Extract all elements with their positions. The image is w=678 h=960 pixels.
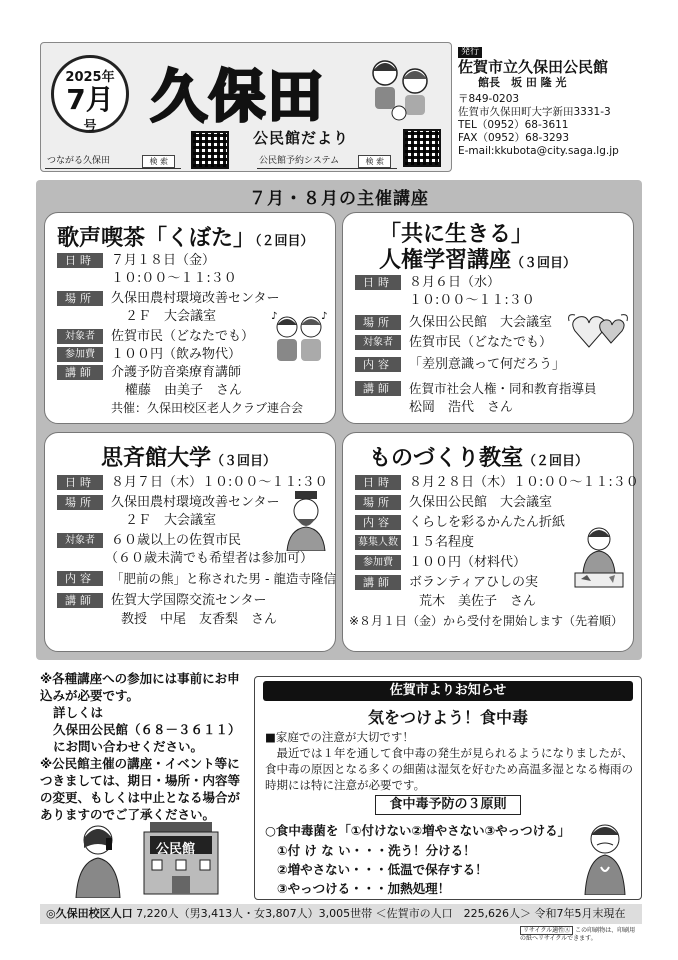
event-place-room: ２Ｆ 大会議室 <box>125 309 217 324</box>
label-lecturer: 講師 <box>355 575 401 590</box>
event-lecturer-name: 松岡 浩代 さん <box>409 400 514 415</box>
newsletter-title: 久保田 <box>151 65 325 130</box>
event-place: 久保田農村環境改善センター <box>111 291 280 306</box>
events-section-title: ７月・８月の主催講座 <box>249 189 429 209</box>
event-lecturer-title: 佐賀大学国際交流センター <box>111 593 267 608</box>
event-cohost: 共催：久保田校区老人クラブ連合会 <box>111 401 304 415</box>
event-time: １０:００～１１:３０ <box>111 271 237 286</box>
event-card-shiseikan <box>44 432 336 652</box>
issue-month: 7月 <box>66 83 114 116</box>
winged-hearts-icon <box>567 307 629 353</box>
label-place: 場所 <box>355 315 401 330</box>
event-lecturer-name: 權藤 由美子 さん <box>125 383 243 398</box>
search-button[interactable]: 検 索 <box>358 155 391 168</box>
label-target: 対象者 <box>355 335 401 350</box>
event-place: 久保田農村環境改善センター <box>111 495 280 510</box>
event-title-text: 人権学習講座 <box>379 248 512 273</box>
search-bar-label: 公民館予約システム <box>259 156 340 166</box>
label-place: 場所 <box>355 495 401 510</box>
population-footer <box>40 904 642 924</box>
publisher-email[interactable]: E-mail:kkubota@city.saga.lg.jp <box>458 145 619 157</box>
event-card-jinken <box>342 212 634 424</box>
rule-3: ③やっつける・・・加熱処理！ <box>277 881 451 896</box>
city-notice <box>254 676 642 900</box>
event-title-text: 思斉館大学 <box>101 446 212 471</box>
event-lecturer-name: 教授 中尾 友香梨 さん <box>121 612 278 627</box>
event-count: （３回目） <box>511 256 577 271</box>
event-content: 「差別意識って何だろう」 <box>409 357 566 372</box>
note-application: ※各種講座への参加には事前にお申込みが必要です。 <box>40 671 240 703</box>
notice-body <box>265 729 637 793</box>
label-date: 日時 <box>355 475 401 490</box>
label-place: 場所 <box>57 495 103 510</box>
label-date: 日時 <box>57 475 103 490</box>
issue-go: 号 <box>83 119 97 134</box>
event-target: 佐賀市民（どなたでも） <box>111 329 255 344</box>
publisher-fax: FAX（0952）68-3293 <box>458 132 570 144</box>
event-title <box>369 441 588 472</box>
event-title-text: 歌声喫茶「くぼた」 <box>57 226 256 251</box>
notice-line-2: 最近では１年を通して食中毒の発生が見られるようになりましたが、食中毒の原因となる多くの細菌は湿気を好むため高温多湿となる梅雨の時期には特に注意が必要です。 <box>265 746 633 792</box>
rule-2: ②増やさない・・・低温で保存する！ <box>277 862 488 877</box>
label-fee: 参加費 <box>355 555 401 570</box>
search-bar-label: つながる久保田 <box>47 156 111 166</box>
scholar-illustration-icon <box>281 489 331 551</box>
rules-title: 食中毒予防の３原則 <box>375 795 521 815</box>
label-fee: 参加費 <box>57 347 103 362</box>
notice-title: 気をつけよう！食中毒 <box>367 708 528 727</box>
event-count: （３回目） <box>211 454 277 469</box>
label-lecturer: 講師 <box>355 381 401 396</box>
rule-1: ①付 け な い・・・洗う！分ける！ <box>277 843 476 858</box>
note-changes: ※公民館主催の講座・イベント等につきましては、期日・場所・内容等の変更、もしくは中止となる場合がありますのでご了承ください。 <box>40 756 241 822</box>
event-content: くらしを彩るかんたん折紙 <box>409 515 566 530</box>
event-title-line2 <box>379 243 576 274</box>
publisher-tag: 発行 <box>458 47 482 58</box>
population-label: ◎久保田校区人口 <box>46 907 133 920</box>
event-date: ７月１８日（金） <box>111 253 216 268</box>
kominkan-building-icon <box>134 822 228 896</box>
label-content: 内容 <box>355 515 401 530</box>
phone-person-icon <box>70 818 130 898</box>
issue-badge <box>51 55 129 133</box>
publisher-info <box>458 44 644 158</box>
svg-text:♪: ♪ <box>321 311 328 322</box>
event-place-room: ２Ｆ 大会議室 <box>125 513 217 528</box>
label-place: 場所 <box>57 291 103 306</box>
event-note: ※８月１日（金）から受付を開始します（先着順） <box>349 614 624 628</box>
search-bar-reservation[interactable] <box>257 155 397 169</box>
recycle-note: この印刷物は、印刷用の紙へリサイクルできます。 <box>520 927 636 942</box>
event-title <box>101 441 276 472</box>
event-lecturer-title: 介護予防音楽療育講師 <box>111 365 242 380</box>
label-target: 対象者 <box>57 329 103 344</box>
label-lecturer: 講師 <box>57 593 103 608</box>
events-section <box>36 180 642 660</box>
sick-child-icon <box>575 817 635 895</box>
event-lecturer-title: 佐賀市社会人権・同和教育指導員 <box>409 381 597 396</box>
event-time: １０:００～１１:３０ <box>409 293 535 308</box>
label-content: 内容 <box>57 571 103 586</box>
event-fee: １００円（飲み物代） <box>111 347 242 362</box>
singing-couple-icon <box>269 309 329 365</box>
event-target-note: （６０歳未満でも希望者は参加可） <box>105 551 314 566</box>
svg-text:♪: ♪ <box>271 311 278 322</box>
event-fee: １００円（材料代） <box>409 555 527 570</box>
note-details: 詳しくは <box>53 705 104 720</box>
label-content: 内容 <box>355 357 401 372</box>
header <box>40 42 640 172</box>
notice-header: 佐賀市よりお知らせ <box>263 681 633 701</box>
rule-intro: ○食中毒菌を「①付けない②増やさない③やっつける」 <box>265 823 571 838</box>
qr-code-icon <box>403 129 441 167</box>
newsletter-subtitle: 公民館だより <box>253 129 350 147</box>
event-lecturer-title: ボランティアひしの実 <box>409 575 538 590</box>
event-datetime: ８月２８日（木）１０:００～１１:３０ <box>409 475 639 490</box>
event-capacity: １５名程度 <box>409 535 475 550</box>
building-icon <box>134 822 228 896</box>
event-title-text: ものづくり教室 <box>369 446 524 471</box>
recycle-badge: リサイクル適性Ⓐ <box>520 926 573 935</box>
event-lecturer-name: 荒木 美佐子 さん <box>419 594 537 609</box>
event-title <box>57 221 314 252</box>
label-target: 対象者 <box>57 533 103 548</box>
note-contact: 久保田公民館（６８－３６１１） <box>53 722 241 737</box>
building-label: 公民館 <box>156 842 196 857</box>
event-count: （２回目） <box>255 234 314 249</box>
event-title-text: 「共に生きる」 <box>379 222 534 247</box>
population-stats: 7,220人（男3,413人・女3,807人）3,005世帯 ＜佐賀市の人口 225,626人＞ 令和7年5月末現在 <box>136 907 626 920</box>
publisher-name: 佐賀市立久保田公民館 <box>458 58 609 76</box>
event-target: ６０歳以上の佐賀市民 <box>111 533 242 548</box>
notes-block <box>40 670 250 823</box>
event-date: ８月６日（水） <box>409 275 501 290</box>
event-content: 「肥前の熊」と称された男 - 龍造寺隆信 <box>111 571 336 586</box>
origami-person-icon <box>569 523 629 589</box>
event-place: 久保田公民館 大会議室 <box>409 315 553 330</box>
event-datetime: ８月７日（木）１０:００～１１:３０ <box>111 475 328 490</box>
search-bar-tsunagaru[interactable] <box>45 155 181 169</box>
recycle-mark <box>520 926 640 940</box>
event-target: 佐賀市民（どなたでも） <box>409 335 553 350</box>
search-button[interactable]: 検 索 <box>142 155 175 168</box>
event-place: 久保田公民館 大会議室 <box>409 495 553 510</box>
publisher-tel: TEL（0952）68-3611 <box>458 119 569 131</box>
qr-code-icon <box>191 131 229 169</box>
label-lecturer: 講師 <box>57 365 103 380</box>
event-count: （２回目） <box>523 454 589 469</box>
issue-year: 2025年 <box>65 70 115 85</box>
notice-line-1: ■家庭での注意が大切です！ <box>265 730 414 744</box>
children-illustration-icon <box>363 51 437 123</box>
publisher-postal: 〒849-0203 <box>458 93 520 105</box>
label-capacity: 募集人数 <box>355 535 401 550</box>
event-card-monozukuri <box>342 432 639 652</box>
publisher-chief: 館長 坂 田 隆 光 <box>478 76 567 89</box>
label-date: 日時 <box>355 275 401 290</box>
masthead <box>40 42 452 172</box>
event-card-utagoe <box>44 212 336 424</box>
publisher-address: 佐賀市久保田町大字新田3331-3 <box>458 106 611 118</box>
label-date: 日時 <box>57 253 103 268</box>
note-inquiry: にお問い合わせください。 <box>53 739 204 754</box>
